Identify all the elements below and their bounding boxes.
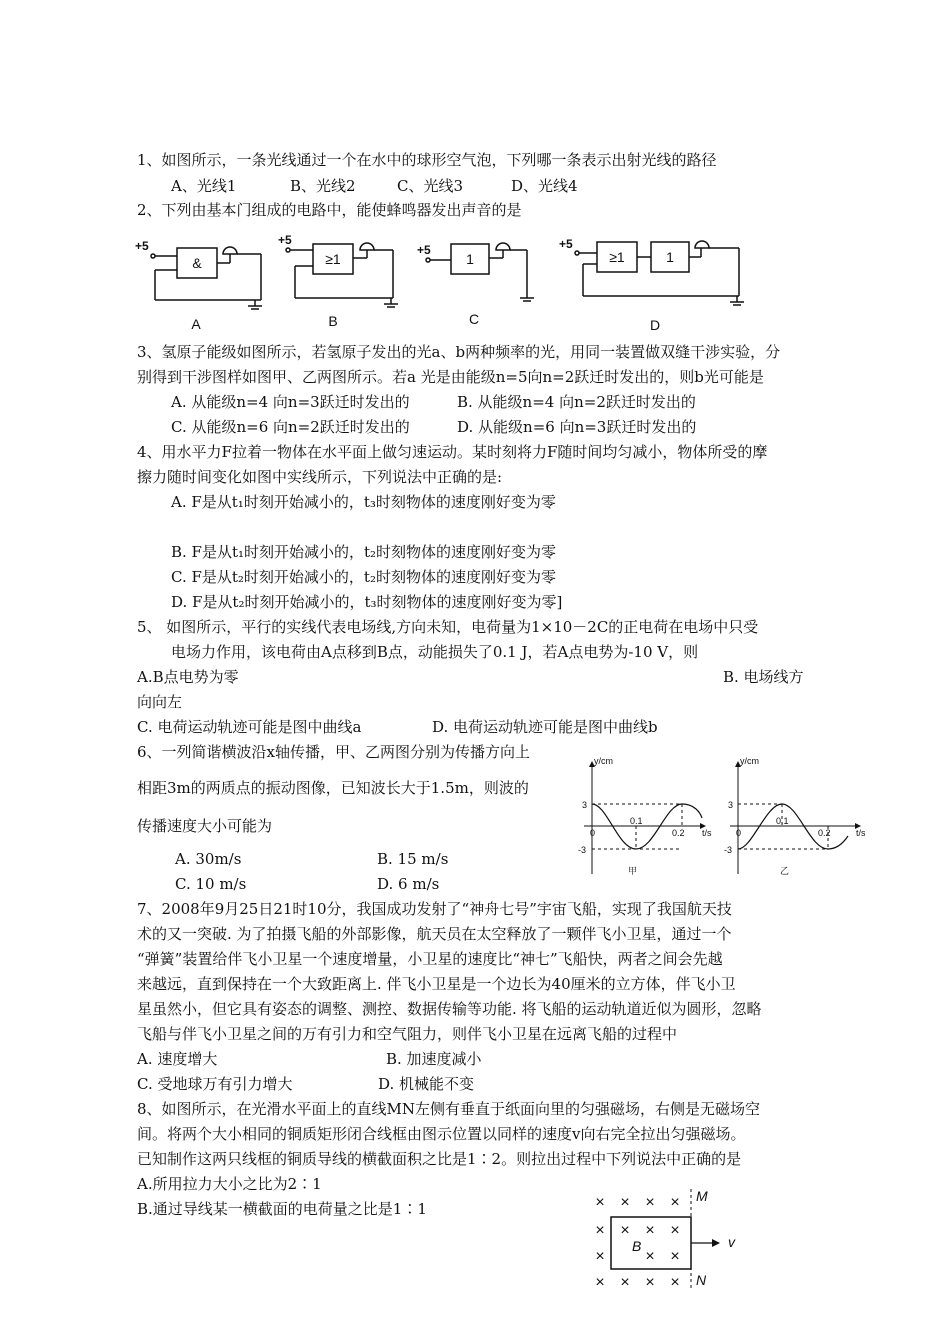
q7-option-d: D. 机械能不变 xyxy=(378,1075,475,1093)
graph-a-tick-pos: 3 xyxy=(582,800,588,810)
gate-or-label-d: ≥1 xyxy=(609,249,625,265)
q6-stem-line3: 传播速度大小可能为 xyxy=(137,817,273,835)
q6-option-b: B. 15 m/s xyxy=(377,850,449,868)
q8-line2: 间。将两个大小相同的铜质矩形闭合线框由图示位置以同样的速度v向右完全拉出匀强磁场。 xyxy=(137,1125,746,1143)
q2-circuit-figure xyxy=(135,228,755,338)
q3-stem-line1: 3、氢原子能级如图所示，若氢原子发出的光a、b两种频率的光，用同一装置做双缝干涉实验，分 xyxy=(137,343,781,361)
q4-option-c: C. F是从t₂时刻开始减小的，t₂时刻物体的速度刚好变为零 xyxy=(171,568,556,586)
graph-b-tick-01: 0.1 xyxy=(776,816,789,826)
q8-magnetic-field-figure xyxy=(588,1185,748,1295)
gate-not-label-c: 1 xyxy=(466,251,474,267)
q3-stem-line2: 别得到干涉图样如图甲、乙两图所示。若a 光是由能级n=5向n=2跃迁时发出的，则b光可能是 xyxy=(137,368,764,386)
q4-option-d: D. F是从t₂时刻开始减小的，t₃时刻物体的速度刚好变为零] xyxy=(171,593,563,611)
q8-line1: 8、如图所示，在光滑水平面上的直线MN左侧有垂直于纸面向里的匀强磁场，右侧是无磁场空 xyxy=(137,1100,761,1118)
label-n: N xyxy=(696,1272,707,1288)
graph-a-tick-neg: -3 xyxy=(578,845,587,855)
q5-option-d: D. 电荷运动轨迹可能是图中曲线b xyxy=(432,718,658,736)
graph-b-x-label: t/s xyxy=(856,828,866,838)
q3-option-a: A. 从能级n=4 向n=3跃迁时发出的 xyxy=(171,393,410,411)
svg-text:×: × xyxy=(670,1222,680,1239)
circuit-label-d: D xyxy=(649,317,661,333)
q1-option-d: D、光线4 xyxy=(511,177,578,195)
supply-label-c: +5 xyxy=(417,243,431,257)
svg-text:×: × xyxy=(595,1222,605,1239)
label-b: B xyxy=(632,1238,642,1254)
graph-a-caption: 甲 xyxy=(628,866,638,876)
label-v: v xyxy=(728,1234,735,1250)
svg-text:×: × xyxy=(645,1222,655,1239)
q7-line5: 星虽然小，但它具有姿态的调整、测控、数据传输等功能. 将飞船的运动轨道近似为圆形，忽略 xyxy=(137,1000,762,1018)
graph-a-x-label: t/s xyxy=(702,828,712,838)
q4-option-a: A. F是从t₁时刻开始减小的，t₃时刻物体的速度刚好变为零 xyxy=(171,493,556,511)
q8-line3: 已知制作这两只线框的铜质导线的横截面积之比是1∶2。则拉出过程中下列说法中正确的是 xyxy=(137,1150,742,1168)
svg-text:×: × xyxy=(620,1194,630,1211)
graph-a-y-label: y/cm xyxy=(594,756,613,766)
q6-option-a: A. 30m/s xyxy=(175,850,242,868)
svg-text:×: × xyxy=(620,1274,630,1291)
q6-stem-line1: 6、一列简谐横波沿x轴传播，甲、乙两图分别为传播方向上 xyxy=(137,743,531,761)
svg-text:×: × xyxy=(645,1194,655,1211)
gate-or-label-b: ≥1 xyxy=(325,251,341,267)
svg-text:×: × xyxy=(645,1248,655,1265)
q4-option-b: B. F是从t₁时刻开始减小的，t₂时刻物体的速度刚好变为零 xyxy=(171,543,557,561)
gate-and-label: & xyxy=(192,255,202,271)
q7-line6: 飞船与伴飞小卫星之间的万有引力和空气阻力，则伴飞小卫星在远离飞船的过程中 xyxy=(137,1025,678,1043)
graph-b-origin: 0 xyxy=(736,828,742,838)
graph-a-tick-01: 0.1 xyxy=(630,816,643,826)
q1-option-a: A、光线1 xyxy=(171,177,237,195)
q3-option-b: B. 从能级n=4 向n=2跃迁时发出的 xyxy=(457,393,696,411)
svg-text:×: × xyxy=(620,1222,630,1239)
graph-b-tick-pos: 3 xyxy=(728,800,734,810)
q7-option-c: C. 受地球万有引力增大 xyxy=(137,1075,293,1093)
graph-a-tick-02: 0.2 xyxy=(672,828,685,838)
q1-option-c: C、光线3 xyxy=(397,177,464,195)
q7-line1: 7、2008年9月25日21时10分，我国成功发射了“神舟七号”宇宙飞船，实现了我国航天技 xyxy=(137,900,732,918)
q7-option-a: A. 速度增大 xyxy=(137,1050,218,1068)
circuit-label-c: C xyxy=(468,311,480,327)
supply-label-a: +5 xyxy=(135,239,149,253)
svg-text:×: × xyxy=(595,1248,605,1265)
q7-line3: “弹簧”装置给伴飞小卫星一个速度增量，小卫星的速度比“神七”飞船快，两者之间会先越 xyxy=(137,950,723,968)
q6-option-d: D. 6 m/s xyxy=(377,875,440,893)
q5-option-b-cont: 向向左 xyxy=(137,693,183,711)
q7-line2: 术的又一突破. 为了拍摄飞船的外部影像，航天员在太空释放了一颗伴飞小卫星，通过一个 xyxy=(137,925,732,943)
graph-b-caption: 乙 xyxy=(780,866,790,876)
q3-option-c: C. 从能级n=6 向n=2跃迁时发出的 xyxy=(171,418,410,436)
svg-text:×: × xyxy=(670,1248,680,1265)
graph-b-tick-02: 0.2 xyxy=(818,828,831,838)
q5-stem-line2: 电场力作用，该电荷由A点移到B点，动能损失了0.1 J，若A点电势为-10 V，则 xyxy=(171,643,699,661)
q5-stem-line1: 5、 如图所示，平行的实线代表电场线,方向未知，电荷量为1×10－2C的正电荷在电场中只受 xyxy=(137,618,759,636)
q7-line4: 来越远，直到保持在一个大致距离上. 伴飞小卫星是一个边长为40厘米的立方体，伴飞小卫 xyxy=(137,975,736,993)
svg-text:×: × xyxy=(595,1194,605,1211)
q5-option-a: A.B点电势为零 xyxy=(137,668,239,686)
q4-stem-line1: 4、用水平力F拉着一物体在水平面上做匀速运动。某时刻将力F随时间均匀减小，物体所受的摩 xyxy=(137,443,768,461)
label-m: M xyxy=(696,1188,708,1204)
svg-text:×: × xyxy=(645,1274,655,1291)
supply-label-d: +5 xyxy=(559,237,573,251)
graph-b-tick-neg: -3 xyxy=(724,845,733,855)
graph-a-origin: 0 xyxy=(590,828,596,838)
q5-option-b: B. 电场线方 xyxy=(723,668,804,686)
svg-text:×: × xyxy=(670,1274,680,1291)
circuit-label-b: B xyxy=(328,313,338,329)
gate-not-label-d: 1 xyxy=(666,249,674,265)
q8-option-b: B.通过导线某一横截面的电荷量之比是1∶1 xyxy=(137,1200,427,1218)
q8-option-a: A.所用拉力大小之比为2∶1 xyxy=(137,1175,322,1193)
svg-text:×: × xyxy=(595,1274,605,1291)
q1-option-b: B、光线2 xyxy=(290,177,356,195)
circuit-label-a: A xyxy=(191,316,201,332)
q1-stem: 1、如图所示，一条光线通过一个在水中的球形空气泡，下列哪一条表示出射光线的路径 xyxy=(137,151,717,169)
q6-vibration-graphs xyxy=(570,752,875,887)
q5-option-c: C. 电荷运动轨迹可能是图中曲线a xyxy=(137,718,362,736)
q2-stem: 2、下列由基本门组成的电路中，能使蜂鸣器发出声音的是 xyxy=(137,201,522,219)
svg-text:×: × xyxy=(670,1194,680,1211)
q3-option-d: D. 从能级n=6 向n=3跃迁时发出的 xyxy=(457,418,697,436)
q4-stem-line2: 擦力随时间变化如图中实线所示，下列说法中正确的是: xyxy=(137,468,503,486)
q7-option-b: B. 加速度减小 xyxy=(386,1050,482,1068)
q6-stem-line2: 相距3m的两质点的振动图像，已知波长大于1.5m，则波的 xyxy=(137,779,529,797)
q6-option-c: C. 10 m/s xyxy=(175,875,247,893)
supply-label-b: +5 xyxy=(278,233,292,247)
graph-b-y-label: y/cm xyxy=(740,756,759,766)
